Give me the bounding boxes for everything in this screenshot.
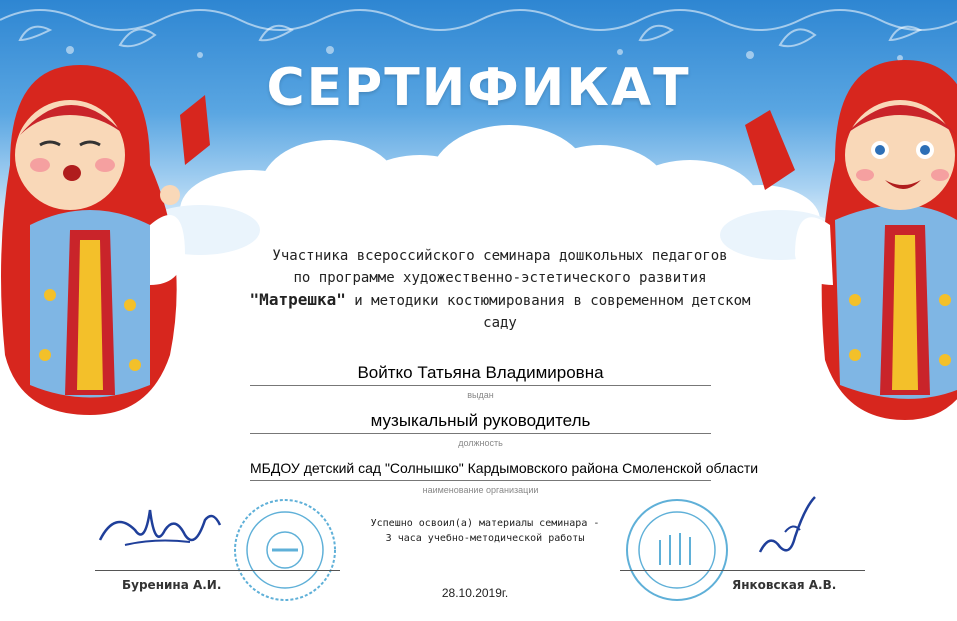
issue-date: 28.10.2019г.	[441, 586, 509, 600]
intro-line-2: по программе художественно-эстетического развития	[293, 270, 707, 286]
position-caption: должность	[458, 438, 503, 448]
result-line-2: 3 часа учебно-методической работы	[385, 533, 585, 544]
position-field	[250, 409, 711, 448]
recipient-field	[250, 361, 711, 400]
intro-line-1: Участника всероссийского семинара дошкольных педагогов	[272, 248, 728, 264]
organization-caption: наименование организации	[422, 485, 539, 495]
right-signer-name: Янковская А.В.	[732, 578, 837, 592]
intro-text	[200, 245, 800, 334]
right-stamp-icon	[620, 495, 735, 605]
position-value: музыкальный руководитель	[250, 409, 711, 434]
organization-value: МБДОУ детский сад "Солнышко" Кардымовского района Смоленской области	[250, 456, 711, 481]
recipient-caption: выдан	[467, 390, 494, 400]
left-stamp-icon	[230, 495, 340, 605]
right-doll-illustration	[735, 50, 957, 420]
seminar-result	[340, 516, 630, 546]
right-signature-line	[620, 570, 865, 571]
organization-field	[250, 456, 759, 495]
program-name: "Матрешка"	[249, 290, 346, 309]
result-line-1: Успешно освоил(а) материалы семинара -	[370, 518, 600, 529]
intro-line-3-rest: и методики костюмирования в современном детском	[345, 293, 751, 309]
intro-line-3	[200, 289, 800, 312]
left-signer-name: Буренина А.И.	[122, 578, 222, 592]
left-signature	[95, 500, 225, 560]
left-doll-illustration	[0, 55, 230, 415]
recipient-name: Войтко Татьяна Владимировна	[250, 361, 711, 386]
right-signature	[755, 492, 825, 562]
left-signature-line	[95, 570, 340, 571]
certificate-title: СЕРТИФИКАТ	[266, 58, 691, 118]
intro-line-4: саду	[483, 315, 517, 331]
